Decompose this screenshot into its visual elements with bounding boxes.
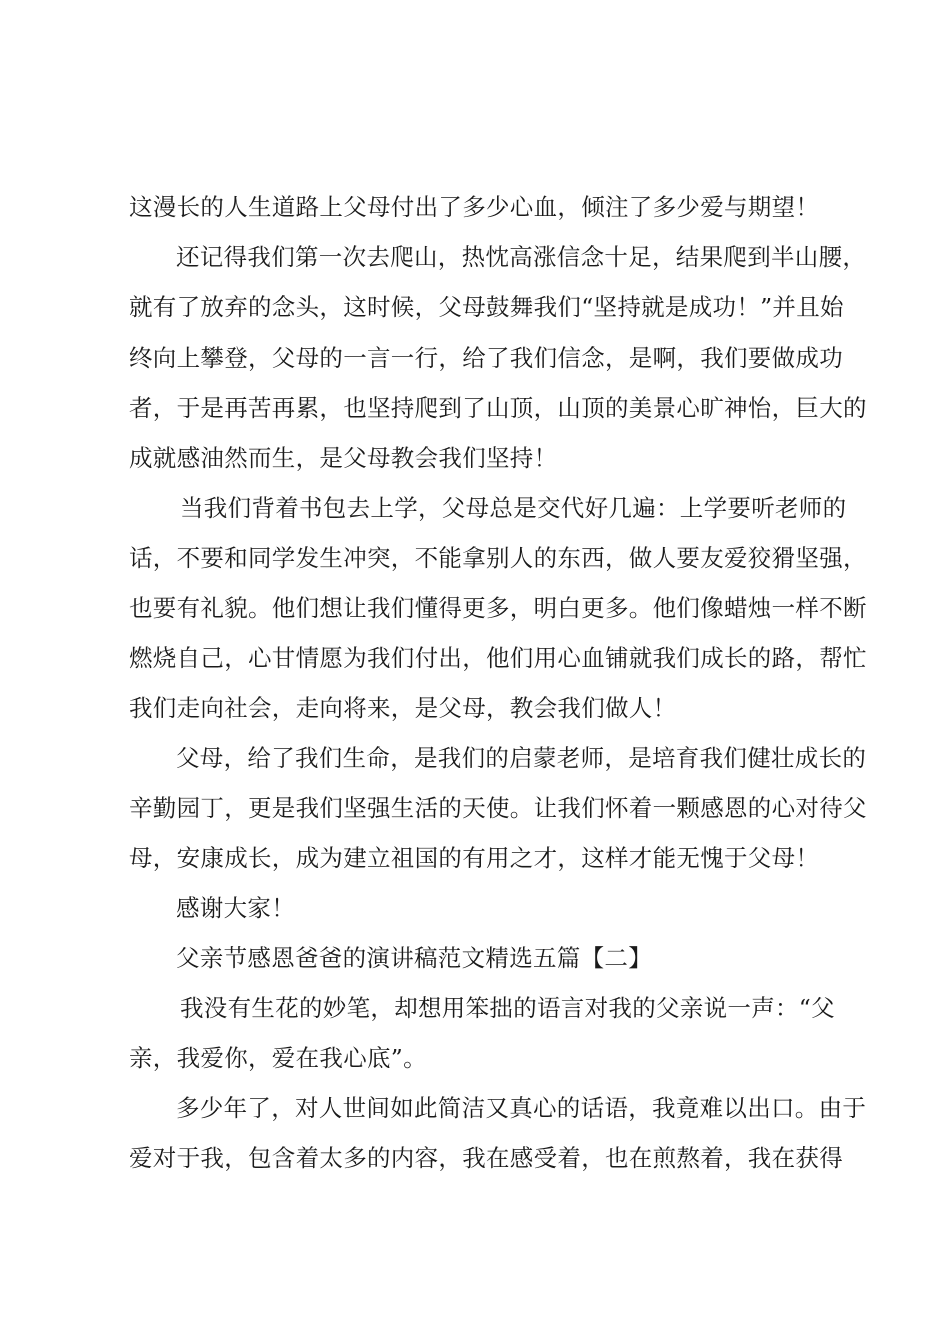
paragraph-line: 当我们背着书包去上学，父母总是交代好几遍：上学要听老师的 [180,494,847,522]
paragraph-line: 爱对于我，包含着太多的内容，我在感受着，也在煎熬着，我在获得 [129,1144,843,1172]
paragraph-line: 话，不要和同学发生冲突，不能拿别人的东西，做人要友爱狡猾坚强， [129,544,867,572]
paragraph-line: 辛勤园丁，更是我们坚强生活的天使。让我们怀着一颗感恩的心对待父 [129,794,867,822]
paragraph-line: 多少年了，对人世间如此简洁又真心的话语，我竟难以出口。由于 [176,1094,867,1122]
paragraph-line: 者，于是再苦再累，也坚持爬到了山顶，山顶的美景心旷神怡，巨大的 [129,394,867,422]
paragraph-line: 也要有礼貌。他们想让我们懂得更多，明白更多。他们像蜡烛一样不断 [129,594,867,622]
paragraph-line: 我没有生花的妙笔，却想用笨拙的语言对我的父亲说一声：“父 [180,994,835,1022]
paragraph-line: 父母，给了我们生命，是我们的启蒙老师，是培育我们健壮成长的 [176,744,867,772]
paragraph-line: 燃烧自己，心甘情愿为我们付出，他们用心血铺就我们成长的路，帮忙 [129,644,867,672]
paragraph-line: 还记得我们第一次去爬山，热忱高涨信念十足，结果爬到半山腰， [176,243,867,271]
paragraph-line: 感谢大家！ [176,894,295,922]
paragraph-line: 母，安康成长，成为建立祖国的有用之才，这样才能无愧于父母！ [129,844,820,872]
section-heading: 父亲节感恩爸爸的演讲稿范文精选五篇【二】 [176,944,652,972]
paragraph-line: 终向上攀登，父母的一言一行，给了我们信念，是啊，我们要做成功 [129,344,843,372]
paragraph-line: 这漫长的人生道路上父母付出了多少心血，倾注了多少爱与期望！ [129,193,820,221]
paragraph-line: 就有了放弃的念头，这时候，父母鼓舞我们“坚持就是成功！”并且始 [129,293,844,321]
paragraph-line: 成就感油然而生，是父母教会我们坚持！ [129,444,558,472]
paragraph-line: 亲，我爱你，爱在我心底”。 [129,1044,427,1072]
paragraph-line: 我们走向社会，走向将来，是父母，教会我们做人！ [129,694,677,722]
